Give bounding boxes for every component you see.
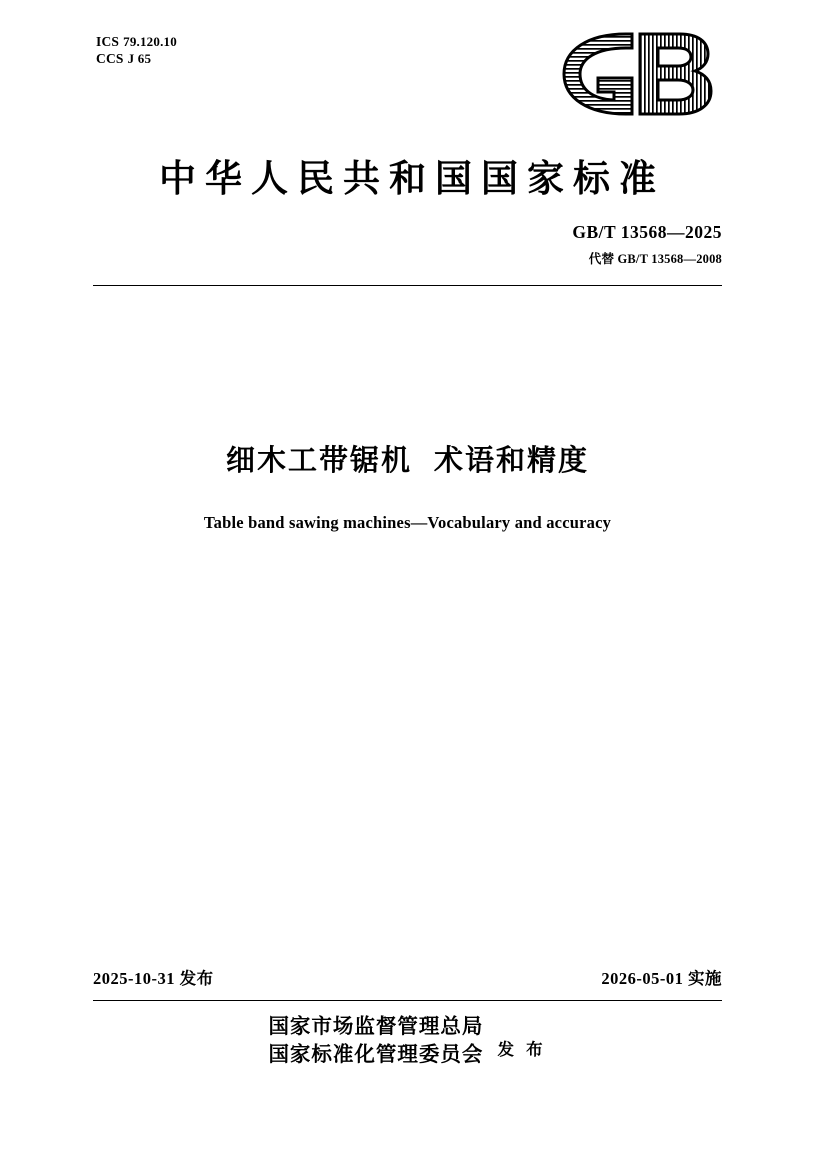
standard-number-block [572, 222, 722, 267]
issue-verb: 发 布 [497, 1040, 547, 1059]
ics-code-line [96, 33, 177, 50]
standard-number: GB/T 13568—2025 [572, 222, 722, 242]
header-divider [93, 285, 722, 286]
document-title-cn [0, 438, 815, 479]
issuing-authority-names [268, 1013, 483, 1069]
ccs-value: J 65 [127, 51, 152, 66]
implementation-date: 2026-05-01 实施 [601, 969, 722, 988]
ccs-code-line [96, 50, 177, 67]
issuing-authority [0, 1013, 815, 1069]
standard-replaces: 代替 GB/T 13568—2008 [588, 252, 722, 266]
dates-row [93, 965, 722, 989]
gb-emblem-icon [552, 28, 722, 120]
ics-value: 79.120.10 [123, 34, 177, 49]
issuing-authority-line1: 国家市场监督管理总局 [268, 1016, 484, 1038]
national-standard-title: 中华人民共和国国家标准 [159, 159, 665, 200]
classification-codes [96, 33, 177, 67]
document-title-cn-part2: 术语和精度 [434, 445, 590, 477]
issuing-authority-line2: 国家标准化管理委员会 [268, 1044, 484, 1066]
document-title-cn-part1: 细木工带锯机 [225, 445, 412, 477]
issue-date: 2025-10-31 发布 [93, 969, 214, 988]
ccs-label: CCS [96, 51, 124, 66]
footer-divider [93, 1000, 722, 1001]
document-title-en: Table band sawing machines—Vocabulary and accuracy [203, 513, 612, 532]
ics-label: ICS [96, 34, 120, 49]
